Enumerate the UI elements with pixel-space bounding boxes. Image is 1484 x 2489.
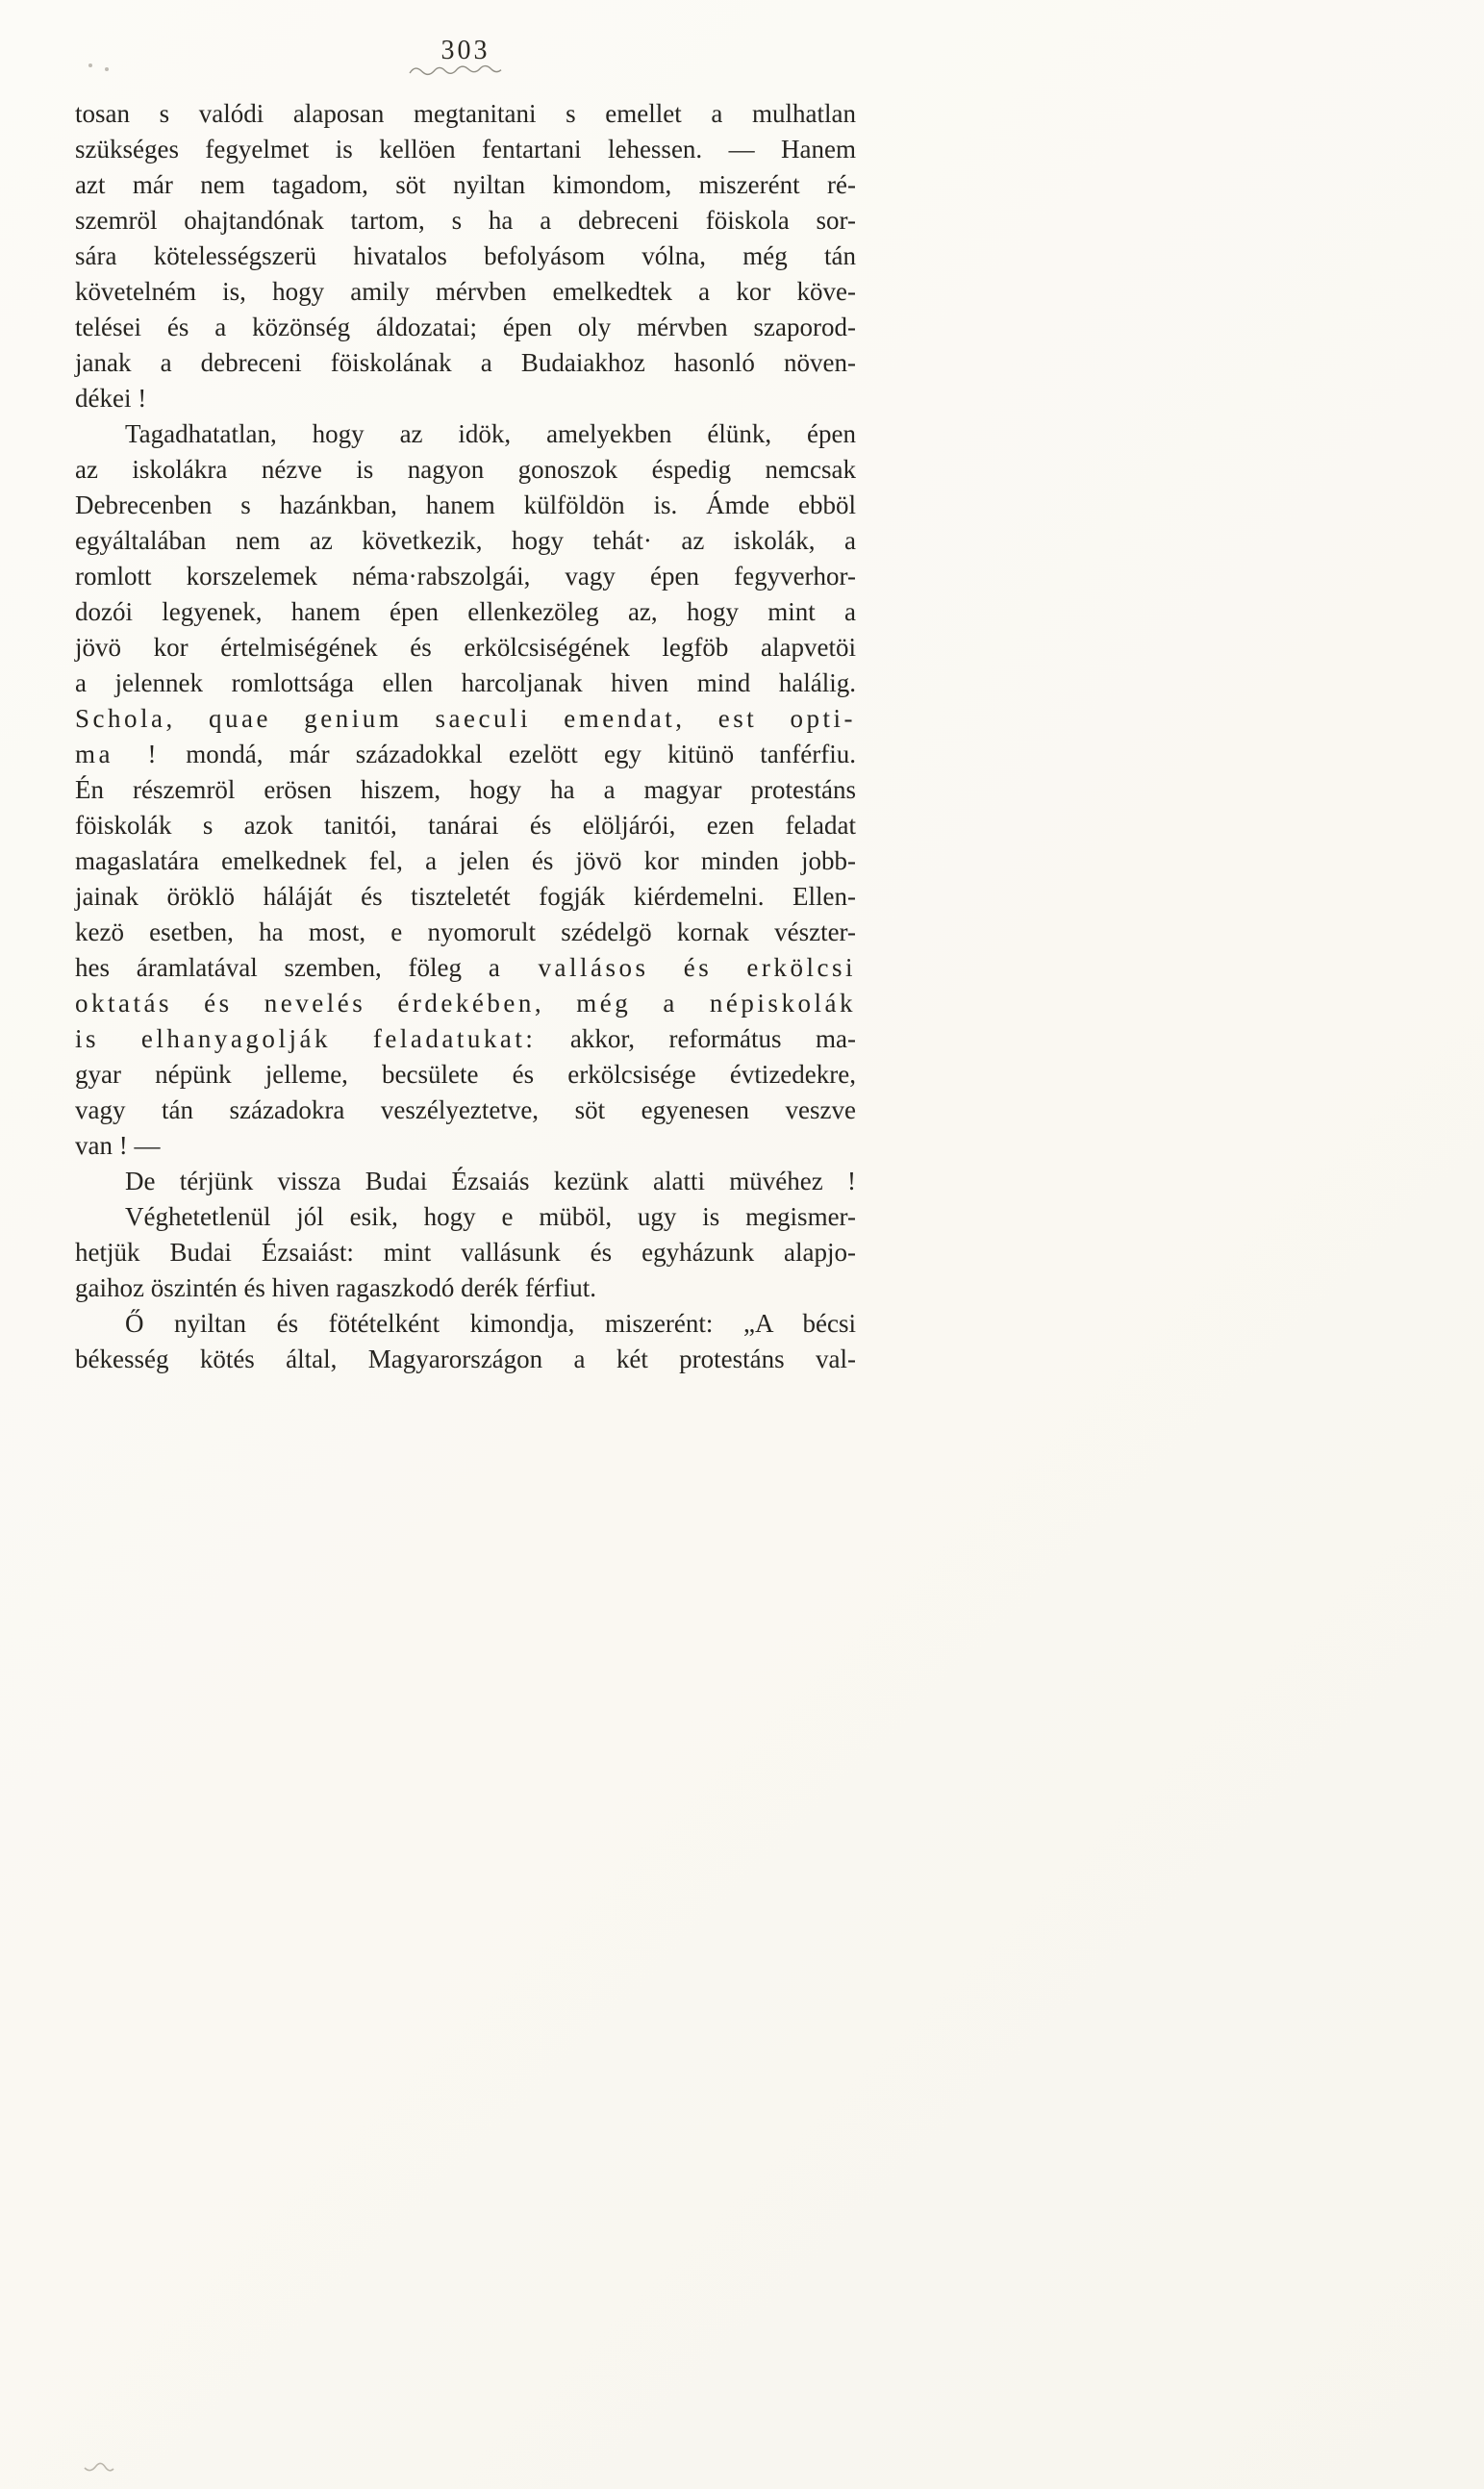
text-segment: Debrecenben s hazánkban, hanem külföldön is. Ámde ebböl xyxy=(75,490,856,519)
text-segment: követelném is, hogy amily mérvben emelkedtek a kor köve- xyxy=(75,277,856,306)
text-segment: föiskolák s azok tanitói, tanárai és elöljárói, ezen feladat xyxy=(75,811,856,840)
text-line xyxy=(75,808,856,843)
text-line xyxy=(75,594,856,630)
text-line xyxy=(75,701,856,737)
text-line xyxy=(75,132,856,167)
text-segment: De térjünk vissza Budai Ézsaiás kezünk alatti müvéhez ! xyxy=(125,1167,856,1195)
text-line xyxy=(75,1235,856,1270)
text-segment: vagy tán századokra veszélyeztetve, söt egyenesen veszve xyxy=(75,1095,856,1124)
text-line xyxy=(75,915,856,950)
text-line xyxy=(75,488,856,523)
text-segment: telései és a közönség áldozatai; épen oly mérvben szaporod- xyxy=(75,313,856,341)
text-line xyxy=(75,1306,856,1342)
text-segment: tosan s valódi alaposan megtanitani s emellet a mulhatlan xyxy=(75,99,856,128)
text-line xyxy=(75,1128,856,1164)
text-line xyxy=(75,452,856,488)
text-line xyxy=(75,345,856,381)
text-segment: jainak öröklö háláját és tiszteletét fogják kiérdemelni. Ellen- xyxy=(75,882,856,911)
text-line xyxy=(75,310,856,345)
text-segment: egyáltalában nem az következik, hogy tehát· az iskolák, a xyxy=(75,526,856,555)
text-segment: magaslatára emelkednek fel, a jelen és jövö kor minden jobb- xyxy=(75,846,856,875)
text-line xyxy=(75,381,856,416)
text-segment: az iskolákra nézve is nagyon gonoszok éspedig nemcsak xyxy=(75,455,856,484)
emphasized-text-segment: is elhanyagolják feladatukat: xyxy=(75,1024,537,1053)
text-line xyxy=(75,1342,856,1377)
text-segment: szükséges fegyelmet is kellöen fentartani lehessen. — Hanem xyxy=(75,135,856,163)
text-segment: gyar népünk jelleme, becsülete és erkölcsisége évtizedekre, xyxy=(75,1060,856,1089)
text-line xyxy=(75,274,856,310)
text-segment: gaihoz öszintén és hiven ragaszkodó derék férfiut. xyxy=(75,1273,597,1302)
text-line xyxy=(75,203,856,239)
scanned-page xyxy=(75,37,856,1377)
text-line xyxy=(75,1021,856,1057)
emphasized-text-segment: ma ! xyxy=(75,740,161,768)
text-segment: szemröl ohajtandónak tartom, s ha a debreceni föiskola sor- xyxy=(75,206,856,235)
text-segment: janak a debreceni föiskolának a Budaiakhoz hasonló növen- xyxy=(75,348,856,377)
text-line xyxy=(75,239,856,274)
text-segment: dozói legyenek, hanem épen ellenkezöleg az, hogy mint a xyxy=(75,597,856,626)
text-line xyxy=(75,950,856,986)
text-segment: romlott korszelemek néma·rabszolgái, vagy épen fegyverhor- xyxy=(75,562,856,591)
emphasized-text-segment: a vallásos és erkölcsi xyxy=(488,953,856,982)
text-block xyxy=(75,96,856,1377)
text-segment: Tagadhatatlan, hogy az idök, amelyekben élünk, épen xyxy=(125,419,856,448)
emphasized-text-segment: Schola, quae genium saeculi emendat, est opti- xyxy=(75,704,856,733)
text-line xyxy=(75,986,856,1021)
text-line xyxy=(75,96,856,132)
text-segment: békesség kötés által, Magyarországon a két protestáns val- xyxy=(75,1345,856,1373)
text-line xyxy=(75,559,856,594)
text-line xyxy=(75,772,856,808)
text-line xyxy=(75,416,856,452)
text-segment: hetjük Budai Ézsaiást: mint vallásunk és egyházunk alapjo- xyxy=(75,1238,856,1267)
text-line xyxy=(75,630,856,666)
text-segment: akkor, református ma- xyxy=(536,1024,856,1053)
text-segment: Ő nyiltan és fötételként kimondja, miszerént: „A bécsi xyxy=(125,1309,856,1338)
text-segment: a jelennek romlottsága ellen harcoljanak hiven mind halálig. xyxy=(75,668,856,697)
emphasized-text-segment: oktatás és nevelés érdekében, még a népiskolák xyxy=(75,989,856,1018)
text-segment: sára kötelességszerü hivatalos befolyásom vólna, még tán xyxy=(75,241,856,270)
text-segment: hes áramlatával szemben, föleg xyxy=(75,953,489,982)
text-line xyxy=(75,843,856,879)
text-line xyxy=(75,1164,856,1199)
text-line xyxy=(75,1199,856,1235)
text-line xyxy=(75,1057,856,1093)
text-line xyxy=(75,737,856,772)
text-segment: dékei ! xyxy=(75,384,147,413)
text-segment: van ! — xyxy=(75,1131,161,1160)
text-line xyxy=(75,1093,856,1128)
text-segment: jövö kor értelmiségének és erkölcsiségének legföb alapvetöi xyxy=(75,633,856,662)
page-header xyxy=(75,37,856,77)
text-line xyxy=(75,167,856,203)
text-line xyxy=(75,879,856,915)
text-segment: kezö esetben, ha most, e nyomorult szédelgö kornak vészter- xyxy=(75,918,856,946)
page-number-flourish-icon xyxy=(407,62,513,79)
text-line xyxy=(75,1270,856,1306)
text-segment: azt már nem tagadom, söt nyiltan kimondom, miszerént ré- xyxy=(75,170,856,199)
text-segment: Véghetetlenül jól esik, hogy e müböl, ugy is megismer- xyxy=(125,1202,856,1231)
text-segment: Én részemröl erösen hiszem, hogy ha a magyar protestáns xyxy=(75,775,856,804)
scan-artifact-mark xyxy=(83,2458,115,2474)
text-segment: mondá, már századokkal ezelött egy kitünö tanférfiu. xyxy=(160,740,856,768)
text-line xyxy=(75,666,856,701)
page-number: 303 xyxy=(440,36,490,65)
text-line xyxy=(75,523,856,559)
